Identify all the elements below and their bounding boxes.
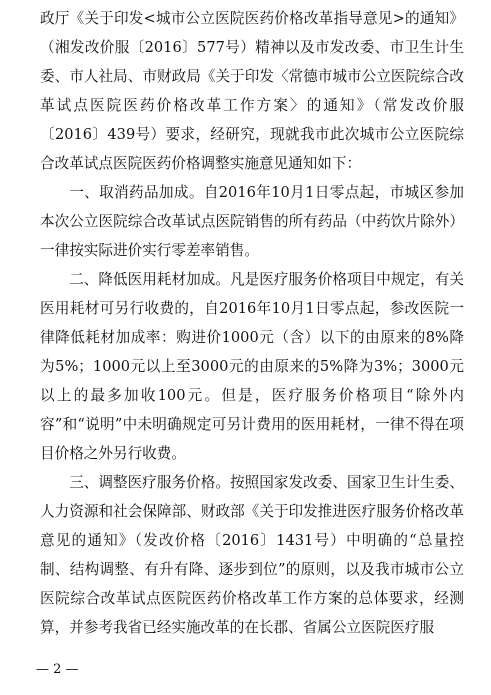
page-number: — 2 —: [36, 662, 79, 677]
paragraph-cancel-drug-markup: 一、取消药品加成。自2016年10月1日零点起，市城区参加本次公立医院综合改革试点医院销售的所有药品（中药饮片除外）一律按实际进价实行零差率销售。: [40, 184, 464, 259]
document-body: [40, 4, 464, 642]
paragraph-reduce-consumables-markup: 二、降低医用耗材加成。凡是医疗服务价格项目中规定，有关医用耗材可另行收费的，自2016年10月1日零点起，参改医院一律降低耗材加成率：购进价1000元（含）以下的由原来的8%降为5%；1000元以上至3000元的由原来的5%降为3%；3000元以上的最多加收100元。但是，医疗服务价格项目“除外内容”和“说明”中未明确规定可另计费用的医用耗材，一律不得在项目价格之外另行收费。: [40, 271, 464, 462]
paragraph-continuation: 政厅《关于印发<城市公立医院医药价格改革指导意见>的通知》（湘发改价服〔2016〕577号）精神以及市发改委、市卫生计生委、市人社局、市财政局《关于印发〈常德市城市公立医院综合改革试点医院医药价格改革工作方案〉的通知》（常发改价服〔2016〕439号）要求，经研究，现就我市此次城市公立医院综合改革试点医院医药价格调整实施意见通知如下：: [40, 10, 464, 172]
paragraph-adjust-service-prices: 三、调整医疗服务价格。按照国家发改委、国家卫生计生委、人力资源和社会保障部、财政部《关于印发推进医疗服务价格改革意见的通知》（发改价格〔2016〕1431号）中明确的“总量控制、结构调整、有升有降、逐步到位”的原则，以及我市城市公立医院综合改革试点医院医药价格改革工作方案的总体要求，经测算，并参考我省已经实施改革的在长郡、省属公立医院医疗服: [40, 474, 464, 636]
